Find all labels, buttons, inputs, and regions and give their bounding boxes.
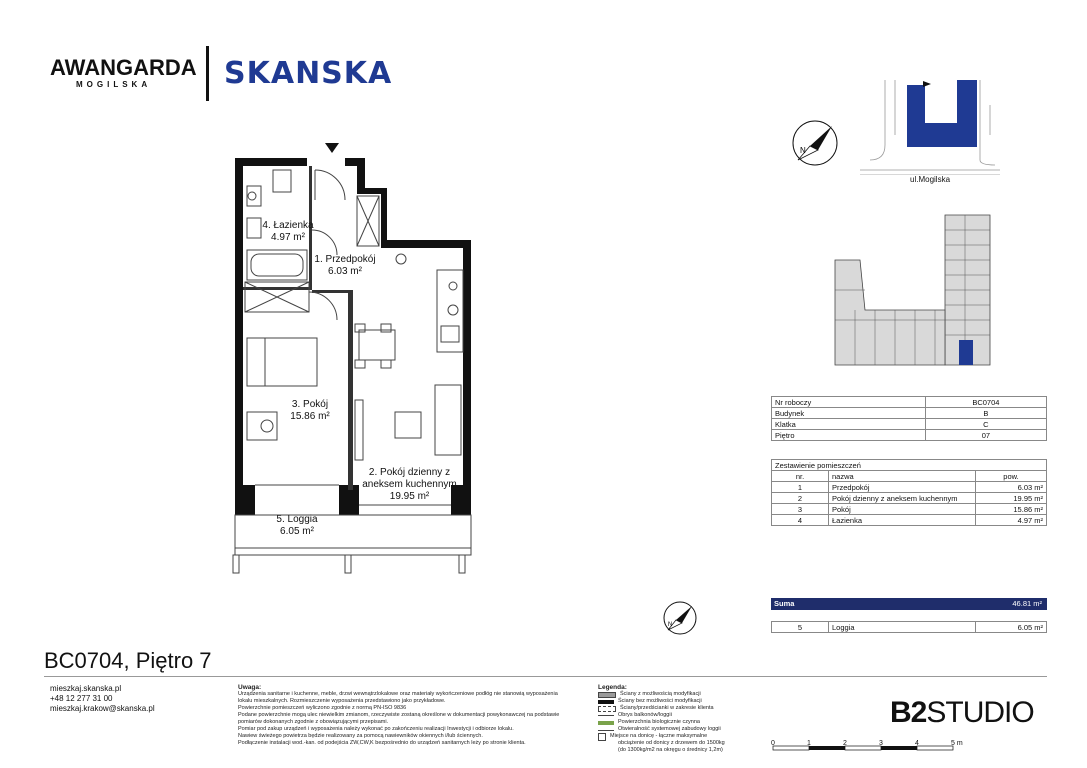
info-table	[771, 396, 1047, 441]
table-row: Budynek B	[772, 408, 1047, 419]
legend-item: (do 1300kg/m2 na okręgu o średnicy 1,2m)	[618, 747, 723, 753]
legend-item: Obrys balkonów/loggii	[598, 712, 758, 719]
email-link[interactable]: mieszkaj.krakow@skanska.pl	[50, 704, 155, 713]
contact-block	[50, 684, 155, 714]
scale-label-0: 0	[771, 740, 775, 747]
table-row: Klatka C	[772, 419, 1047, 430]
footer-divider	[44, 676, 1047, 677]
unit-title: BC0704, Piętro 7	[44, 648, 212, 673]
table-title-row: Zestawienie pomieszczeń	[772, 460, 1047, 471]
suma-label: Suma	[774, 599, 795, 608]
legend-item: obciążenie od donicy z drzewem do 1500kg	[618, 740, 725, 746]
table-row: 4 Łazienka 4.97 m²	[772, 515, 1047, 526]
legend-block: Legenda: Ściany z możliwością modyfikacji Ściany bez możliwości modyfikacji Ściany/przedścianki w zakresie klienta Obrys balkonów/loggii Powierzchnia biologicznie czynna Otwieralność systemowej zabudowy loggii Miejsce na donicę - łączne maksymalne obciążenie od donicy z drzewem do 1500kg (do 1300kg/m2 na okręgu o średnicy 1,2m)	[598, 684, 758, 754]
room-przedpokoj: 1. Przedpokój 6.03 m²	[314, 254, 376, 277]
mogilska-logo: MOGILSKA	[76, 80, 152, 89]
building-key-plan	[825, 210, 1025, 380]
suma-bar	[771, 598, 1047, 610]
logo-divider	[206, 46, 209, 101]
small-compass-icon	[662, 600, 698, 636]
legend-item: Ściany/przedścianki w zakresie klienta	[598, 705, 758, 712]
scale-label-2: 2	[843, 740, 847, 747]
room-pokoj-dzienny: 2. Pokój dzienny z aneksem kuchennym 19.95 m²	[362, 467, 457, 502]
scale-label-1: 1	[807, 740, 811, 747]
svg-text:N: N	[800, 146, 806, 155]
room-lazienka: 4. Łazienka 4.97 m²	[262, 220, 314, 243]
room-loggia: 5. Loggia 6.05 m²	[276, 514, 318, 537]
skanska-logo: SKANSKA	[224, 56, 393, 91]
table-row: Nr roboczy BC0704	[772, 397, 1047, 408]
street-label: ul.Mogilska	[910, 175, 951, 184]
scale-label-5: 5 m	[951, 740, 963, 747]
legend-item: Miejsce na donicę - łączne maksymalne	[598, 733, 758, 740]
website-link[interactable]: mieszkaj.skanska.pl	[50, 684, 122, 693]
loggia-table	[771, 621, 1047, 633]
phone-number: +48 12 277 31 00	[50, 694, 113, 703]
awangarda-logo: AWANGARDA	[50, 55, 197, 80]
legend-item: Ściany z możliwością modyfikacji	[598, 691, 758, 698]
site-map	[855, 75, 1005, 175]
table-row: 2 Pokój dzienny z aneksem kuchennym 19.95 m²	[772, 493, 1047, 504]
table-row: Piętro 07	[772, 430, 1047, 441]
scale-bar	[770, 738, 970, 762]
table-row: 5 Loggia 6.05 m²	[772, 622, 1047, 633]
suma-value: 46.81 m²	[1012, 599, 1042, 608]
b2studio-logo: B2STUDIO	[890, 696, 1034, 729]
notes-block: Uwaga: Urządzenia sanitarne i kuchenne, meble, drzwi wewnątrzlokalowe oraz materiały wykończeniowe podłóg nie stanowią wyposażenia lokalu mieszkalnych. Rozmieszczenie wyposażenia przedstawiono jako przykładowe. Powierzchnie pomieszczeń wyliczono zgodnie z normą PN-ISO 9836 Podane powierzchnie mogą ulec niewielkim zmianom, rzeczywiste zostaną określone w dokumentacji powykonawczej na podstawie pomiarów dokonanych zgodnie z obowiązującymi przepisami. Pomiar pod zakup urządzeń i wyposażenia należy wykonać po zakończeniu realizacji Inwestycji i odbiorze lokalu. Nawiew świeżego powietrza będzie realizowany za pomocą nawiewników okiennych i/lub ściennych. Podłączenie instalacji wod.-kan. od podejścia ZW,CW,K bezpośrednio do urządzeń sanitarnych leży po stronie klienta.	[238, 684, 560, 746]
rooms-table	[771, 459, 1047, 526]
north-compass-icon	[790, 118, 840, 168]
legend-item: Powierzchnia biologicznie czynna	[598, 719, 758, 726]
room-pokoj: 3. Pokój 15.86 m²	[290, 399, 330, 422]
scale-label-4: 4	[915, 740, 919, 747]
svg-text:N: N	[668, 622, 673, 628]
legend-item: Ściany bez możliwości modyfikacji	[598, 698, 758, 705]
entrance-arrow-icon	[325, 143, 339, 153]
table-row: 3 Pokój 15.86 m²	[772, 504, 1047, 515]
table-row: 1 Przedpokój 6.03 m²	[772, 482, 1047, 493]
table-header-row: nr. nazwa pow.	[772, 471, 1047, 482]
scale-label-3: 3	[879, 740, 883, 747]
legend-item: Otwieralność systemowej zabudowy loggii	[598, 726, 758, 733]
